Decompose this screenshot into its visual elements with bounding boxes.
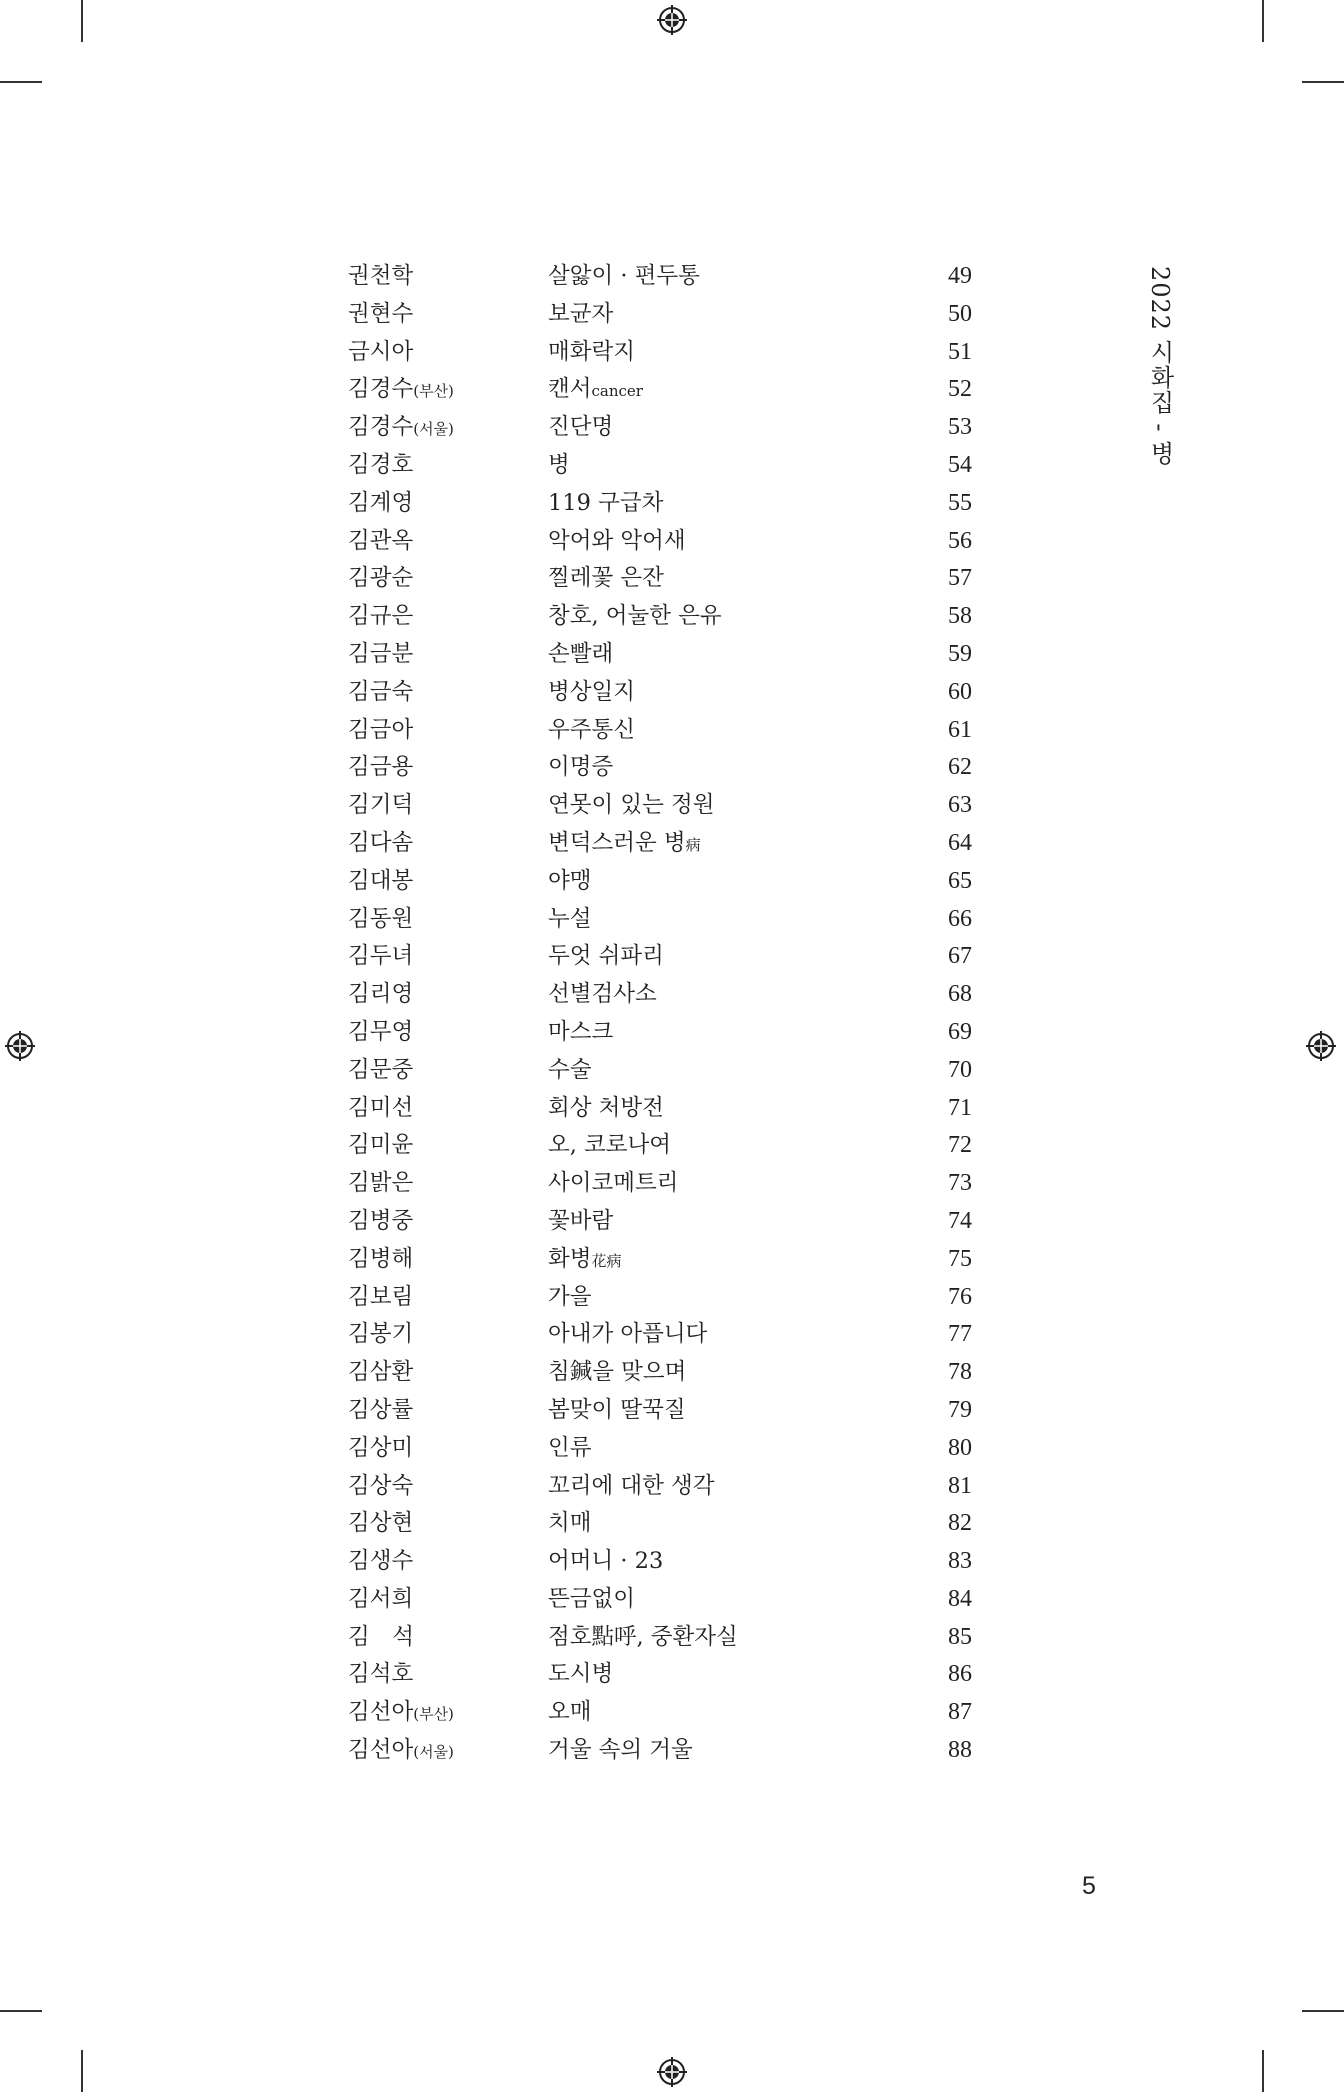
author-name: 권현수 — [348, 300, 414, 327]
registration-mark-bottom-icon — [657, 2057, 687, 2087]
poem-title: 화병花病 — [548, 1245, 622, 1272]
toc-entry — [348, 1505, 978, 1543]
page-ref: 53 — [948, 414, 972, 441]
poem-title: 가을 — [548, 1283, 592, 1310]
poem-title: 도시병 — [548, 1661, 614, 1688]
toc-entry — [348, 636, 978, 674]
page-ref: 57 — [948, 565, 972, 592]
page-ref: 49 — [948, 263, 972, 289]
toc-entry — [348, 258, 978, 296]
poem-title: 찔레꽃 은잔 — [548, 565, 664, 592]
toc-entry — [348, 938, 978, 976]
toc-entry — [348, 447, 978, 485]
toc-entry — [348, 749, 978, 787]
page-ref: 52 — [948, 376, 972, 403]
page-ref: 59 — [948, 640, 972, 667]
page-ref: 80 — [948, 1434, 972, 1461]
poem-title: 우주통신 — [548, 716, 635, 743]
toc-entry — [348, 1127, 978, 1165]
poem-title: 거울 속의 거울 — [548, 1737, 693, 1764]
page-ref: 85 — [948, 1623, 972, 1650]
toc-entry — [348, 1203, 978, 1241]
poem-title: 치매 — [548, 1510, 592, 1537]
page-ref: 67 — [948, 943, 972, 970]
page-ref: 74 — [948, 1207, 972, 1234]
toc-entry — [348, 976, 978, 1014]
poem-title: 봄맞이 딸꾹질 — [548, 1396, 686, 1423]
toc-entry — [348, 334, 978, 372]
poem-title: 두엇 쉬파리 — [548, 943, 664, 970]
author-name: 김 석 — [348, 1623, 414, 1650]
author-name: 김대봉 — [348, 867, 414, 894]
toc-entry — [348, 863, 978, 901]
poem-title: 야맹 — [548, 867, 592, 894]
poem-title: 연못이 있는 정원 — [548, 792, 715, 819]
poem-title: 선별검사소 — [548, 981, 657, 1008]
toc-entry — [348, 1468, 978, 1506]
author-name: 금시아 — [348, 338, 414, 365]
toc-entry — [348, 1165, 978, 1203]
page-ref: 61 — [948, 716, 972, 743]
page-ref: 55 — [948, 489, 972, 516]
author-name: 김삼환 — [348, 1359, 414, 1386]
page-ref: 64 — [948, 829, 972, 856]
poem-title: 보균자 — [548, 300, 614, 327]
author-name: 김규은 — [348, 603, 414, 630]
poem-title: 뜬금없이 — [548, 1585, 635, 1612]
author-name: 김병중 — [348, 1207, 414, 1234]
author-name: 김금숙 — [348, 678, 414, 705]
author-name: 김병해 — [348, 1245, 414, 1272]
author-name: 김생수 — [348, 1548, 414, 1575]
poem-title: 수술 — [548, 1056, 592, 1083]
poem-title: 살앓이 · 편두통 — [548, 263, 700, 289]
author-name: 김동원 — [348, 905, 414, 932]
poem-title: 창호, 어눌한 은유 — [548, 603, 722, 630]
toc-entry — [348, 1656, 978, 1694]
table-of-contents — [348, 258, 978, 1770]
page-number: 5 — [1082, 1872, 1096, 1900]
author-name: 김상률 — [348, 1396, 414, 1423]
toc-entry — [348, 712, 978, 750]
page-ref: 68 — [948, 981, 972, 1008]
author-name: 김경호 — [348, 451, 414, 478]
poem-title: 꼬리에 대한 생각 — [548, 1472, 715, 1499]
registration-mark-left-icon — [5, 1031, 35, 1061]
toc-entry — [348, 1354, 978, 1392]
page-ref: 71 — [948, 1094, 972, 1121]
toc-entry — [348, 1241, 978, 1279]
author-name: 김보림 — [348, 1283, 414, 1310]
author-name: 김석호 — [348, 1661, 414, 1688]
page-ref: 76 — [948, 1283, 972, 1310]
poem-title: 인류 — [548, 1434, 592, 1461]
author-name: 김미윤 — [348, 1132, 414, 1159]
poem-title: 캔서cancer — [548, 376, 643, 403]
page-ref: 75 — [948, 1245, 972, 1272]
author-name: 김금분 — [348, 640, 414, 667]
poem-title: 오매 — [548, 1699, 592, 1726]
toc-entry — [348, 1430, 978, 1468]
toc-entry — [348, 1543, 978, 1581]
toc-entry — [348, 485, 978, 523]
poem-title: 악어와 악어새 — [548, 527, 686, 554]
poem-title: 진단명 — [548, 414, 614, 441]
toc-entry — [348, 1052, 978, 1090]
crop-mark-bottom-right-v — [1262, 2050, 1264, 2092]
poem-title: 꽃바람 — [548, 1207, 614, 1234]
poem-title: 아내가 아픕니다 — [548, 1321, 708, 1348]
page-ref: 60 — [948, 678, 972, 705]
author-name: 김미선 — [348, 1094, 414, 1121]
toc-entry — [348, 1619, 978, 1657]
author-name: 김리영 — [348, 981, 414, 1008]
toc-entry — [348, 560, 978, 598]
page-ref: 66 — [948, 905, 972, 932]
poem-title: 병상일지 — [548, 678, 635, 705]
page-ref: 69 — [948, 1018, 972, 1045]
author-name: 김광순 — [348, 565, 414, 592]
running-head: 2022 시화집 - 병 — [1146, 266, 1174, 467]
toc-entry — [348, 674, 978, 712]
poem-title: 누설 — [548, 905, 592, 932]
toc-entry — [348, 598, 978, 636]
author-name: 김밝은 — [348, 1170, 414, 1197]
page-ref: 63 — [948, 792, 972, 819]
toc-entry — [348, 1732, 978, 1770]
page-ref: 65 — [948, 867, 972, 894]
crop-mark-top-right-v — [1262, 0, 1264, 42]
poem-title: 회상 처방전 — [548, 1094, 664, 1121]
poem-title: 변덕스러운 병病 — [548, 829, 701, 856]
poem-title: 오, 코로나여 — [548, 1132, 671, 1159]
page-ref: 58 — [948, 603, 972, 630]
page-ref: 82 — [948, 1510, 972, 1537]
author-name: 김기덕 — [348, 792, 414, 819]
toc-entry — [348, 523, 978, 561]
page-ref: 73 — [948, 1170, 972, 1197]
toc-entry — [348, 1090, 978, 1128]
page-ref: 81 — [948, 1472, 972, 1499]
crop-mark-bottom-left-v — [81, 2050, 83, 2092]
toc-entry — [348, 409, 978, 447]
author-name: 김금아 — [348, 716, 414, 743]
author-name: 김상미 — [348, 1434, 414, 1461]
page-ref: 62 — [948, 754, 972, 781]
crop-mark-bottom-right-h — [1302, 2010, 1344, 2012]
page-ref: 51 — [948, 338, 972, 365]
page-ref: 70 — [948, 1056, 972, 1083]
crop-mark-bottom-left-h — [0, 2010, 42, 2012]
crop-mark-top-right-h — [1302, 81, 1344, 83]
toc-entry — [348, 1581, 978, 1619]
author-name: 김계영 — [348, 489, 414, 516]
author-name: 김선아(부산) — [348, 1699, 454, 1726]
toc-entry — [348, 296, 978, 334]
toc-entry — [348, 1392, 978, 1430]
registration-mark-right-icon — [1306, 1031, 1336, 1061]
author-name: 김관옥 — [348, 527, 414, 554]
page-ref: 56 — [948, 527, 972, 554]
author-name: 김상현 — [348, 1510, 414, 1537]
page-ref: 50 — [948, 300, 972, 327]
page-ref: 87 — [948, 1699, 972, 1726]
poem-title: 손빨래 — [548, 640, 614, 667]
toc-entry — [348, 371, 978, 409]
toc-entry — [348, 1316, 978, 1354]
author-name: 김상숙 — [348, 1472, 414, 1499]
page-ref: 54 — [948, 451, 972, 478]
page-ref: 77 — [948, 1321, 972, 1348]
crop-mark-top-left-h — [0, 81, 42, 83]
page-ref: 84 — [948, 1585, 972, 1612]
poem-title: 어머니 · 23 — [548, 1548, 664, 1575]
page-ref: 79 — [948, 1396, 972, 1423]
toc-entry — [348, 901, 978, 939]
toc-entry — [348, 1014, 978, 1052]
poem-title: 매화락지 — [548, 338, 635, 365]
author-name: 김무영 — [348, 1018, 414, 1045]
toc-entry — [348, 1279, 978, 1317]
registration-mark-top-icon — [657, 5, 687, 35]
poem-title: 마스크 — [548, 1018, 614, 1045]
page-ref: 86 — [948, 1661, 972, 1688]
author-name: 김두녀 — [348, 943, 414, 970]
poem-title: 119 구급차 — [548, 489, 664, 516]
poem-title: 침鍼을 맞으며 — [548, 1359, 687, 1386]
author-name: 김경수(부산) — [348, 376, 454, 403]
poem-title: 점호點呼, 중환자실 — [548, 1623, 738, 1650]
toc-entry — [348, 787, 978, 825]
author-name: 권천학 — [348, 263, 414, 289]
toc-entry — [348, 825, 978, 863]
author-name: 김봉기 — [348, 1321, 414, 1348]
poem-title: 병 — [548, 451, 570, 478]
poem-title: 이명증 — [548, 754, 614, 781]
author-name: 김문중 — [348, 1056, 414, 1083]
toc-entry — [348, 1694, 978, 1732]
author-name: 김다솜 — [348, 829, 414, 856]
author-name: 김서희 — [348, 1585, 414, 1612]
page-ref: 72 — [948, 1132, 972, 1159]
poem-title: 사이코메트리 — [548, 1170, 679, 1197]
page-ref: 83 — [948, 1548, 972, 1575]
crop-mark-top-left-v — [81, 0, 83, 42]
author-name: 김선아(서울) — [348, 1737, 454, 1764]
page-ref: 78 — [948, 1359, 972, 1386]
author-name: 김경수(서울) — [348, 414, 454, 441]
page-ref: 88 — [948, 1737, 972, 1764]
author-name: 김금용 — [348, 754, 414, 781]
